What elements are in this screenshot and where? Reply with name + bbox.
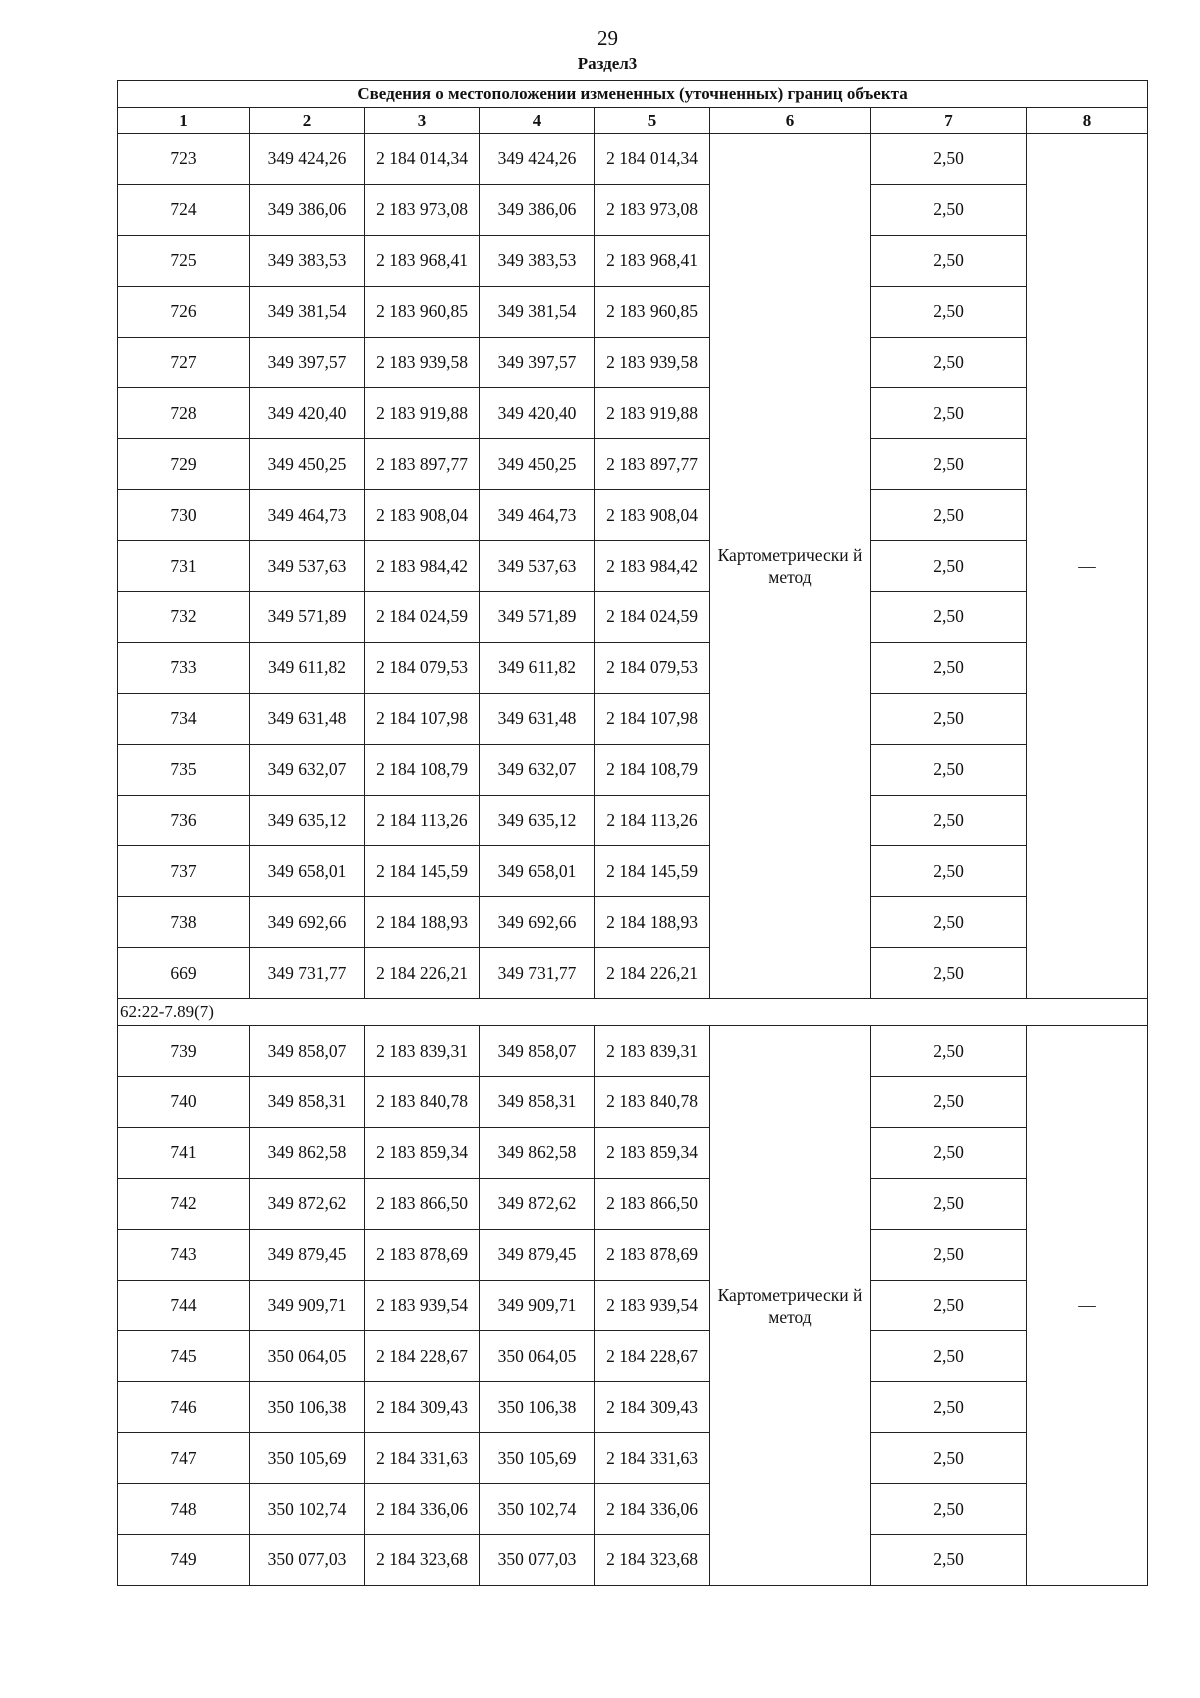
y-old-cell: 2 184 145,59 <box>365 846 480 897</box>
table-row <box>118 1127 1148 1178</box>
x-old-cell: 349 611,82 <box>250 642 365 693</box>
section-title: Раздел3 <box>577 54 638 73</box>
x-old-cell: 349 631,48 <box>250 693 365 744</box>
x-new-cell: 349 631,48 <box>480 693 595 744</box>
y-new-cell: 2 184 014,34 <box>595 134 710 185</box>
y-old-cell: 2 184 079,53 <box>365 642 480 693</box>
table-row <box>118 592 1148 643</box>
x-old-cell: 350 077,03 <box>250 1535 365 1586</box>
point-number-cell: 731 <box>118 541 250 592</box>
x-new-cell: 349 450,25 <box>480 439 595 490</box>
method-cell: Картометрически й метод <box>710 1026 871 1586</box>
y-old-cell: 2 183 866,50 <box>365 1178 480 1229</box>
y-old-cell: 2 183 908,04 <box>365 490 480 541</box>
y-new-cell: 2 184 323,68 <box>595 1535 710 1586</box>
y-old-cell: 2 183 878,69 <box>365 1229 480 1280</box>
y-new-cell: 2 184 226,21 <box>595 948 710 999</box>
y-new-cell: 2 183 973,08 <box>595 184 710 235</box>
table-row <box>118 1280 1148 1331</box>
table-row <box>118 1433 1148 1484</box>
y-old-cell: 2 183 839,31 <box>365 1026 480 1077</box>
table-row <box>118 235 1148 286</box>
y-new-cell: 2 183 939,54 <box>595 1280 710 1331</box>
x-new-cell: 349 635,12 <box>480 795 595 846</box>
x-new-cell: 349 858,07 <box>480 1026 595 1077</box>
table-row <box>118 388 1148 439</box>
x-old-cell: 349 381,54 <box>250 286 365 337</box>
x-new-cell: 349 571,89 <box>480 592 595 643</box>
point-number-cell: 730 <box>118 490 250 541</box>
point-number-cell: 738 <box>118 897 250 948</box>
column-number: 7 <box>871 108 1027 134</box>
table-row <box>118 490 1148 541</box>
x-new-cell: 349 872,62 <box>480 1178 595 1229</box>
x-new-cell: 349 424,26 <box>480 134 595 185</box>
y-old-cell: 2 183 960,85 <box>365 286 480 337</box>
y-new-cell: 2 183 919,88 <box>595 388 710 439</box>
x-old-cell: 350 102,74 <box>250 1484 365 1535</box>
x-new-cell: 349 862,58 <box>480 1127 595 1178</box>
group-label: 62:22-7.89(7) <box>118 999 1148 1026</box>
y-old-cell: 2 184 323,68 <box>365 1535 480 1586</box>
point-number-cell: 735 <box>118 744 250 795</box>
accuracy-cell: 2,50 <box>871 235 1027 286</box>
y-new-cell: 2 183 908,04 <box>595 490 710 541</box>
accuracy-cell: 2,50 <box>871 1026 1027 1077</box>
y-new-cell: 2 184 024,59 <box>595 592 710 643</box>
x-old-cell: 349 632,07 <box>250 744 365 795</box>
table-row <box>118 1229 1148 1280</box>
accuracy-cell: 2,50 <box>871 490 1027 541</box>
table-row <box>118 439 1148 490</box>
accuracy-cell: 2,50 <box>871 642 1027 693</box>
y-old-cell: 2 183 973,08 <box>365 184 480 235</box>
y-old-cell: 2 184 107,98 <box>365 693 480 744</box>
accuracy-cell: 2,50 <box>871 1127 1027 1178</box>
y-new-cell: 2 184 336,06 <box>595 1484 710 1535</box>
x-new-cell: 349 858,31 <box>480 1077 595 1128</box>
group-header-row <box>118 999 1148 1026</box>
x-new-cell: 349 632,07 <box>480 744 595 795</box>
y-new-cell: 2 184 309,43 <box>595 1382 710 1433</box>
x-new-cell: 350 102,74 <box>480 1484 595 1535</box>
y-old-cell: 2 184 024,59 <box>365 592 480 643</box>
table-row <box>118 541 1148 592</box>
table-row <box>118 744 1148 795</box>
accuracy-cell: 2,50 <box>871 1077 1027 1128</box>
point-number-cell: 729 <box>118 439 250 490</box>
x-new-cell: 349 420,40 <box>480 388 595 439</box>
page-number: 29 <box>597 26 618 50</box>
accuracy-cell: 2,50 <box>871 897 1027 948</box>
point-number-cell: 740 <box>118 1077 250 1128</box>
y-new-cell: 2 184 079,53 <box>595 642 710 693</box>
x-old-cell: 349 571,89 <box>250 592 365 643</box>
point-number-cell: 736 <box>118 795 250 846</box>
column-number-row <box>118 108 1148 134</box>
x-old-cell: 350 064,05 <box>250 1331 365 1382</box>
accuracy-cell: 2,50 <box>871 286 1027 337</box>
x-new-cell: 349 397,57 <box>480 337 595 388</box>
accuracy-cell: 2,50 <box>871 795 1027 846</box>
y-old-cell: 2 184 336,06 <box>365 1484 480 1535</box>
x-new-cell: 349 386,06 <box>480 184 595 235</box>
x-new-cell: 349 692,66 <box>480 897 595 948</box>
point-number-cell: 739 <box>118 1026 250 1077</box>
x-new-cell: 349 879,45 <box>480 1229 595 1280</box>
note-cell: — <box>1027 134 1148 999</box>
x-old-cell: 349 858,31 <box>250 1077 365 1128</box>
y-old-cell: 2 184 108,79 <box>365 744 480 795</box>
table-row <box>118 134 1148 185</box>
y-new-cell: 2 183 840,78 <box>595 1077 710 1128</box>
accuracy-cell: 2,50 <box>871 184 1027 235</box>
boundary-coordinates-table <box>117 80 1148 1586</box>
table-row <box>118 693 1148 744</box>
point-number-cell: 733 <box>118 642 250 693</box>
y-new-cell: 2 183 939,58 <box>595 337 710 388</box>
table-row <box>118 286 1148 337</box>
table-row <box>118 1077 1148 1128</box>
x-old-cell: 349 879,45 <box>250 1229 365 1280</box>
x-new-cell: 349 658,01 <box>480 846 595 897</box>
x-new-cell: 349 537,63 <box>480 541 595 592</box>
x-old-cell: 349 383,53 <box>250 235 365 286</box>
point-number-cell: 724 <box>118 184 250 235</box>
point-number-cell: 669 <box>118 948 250 999</box>
y-old-cell: 2 183 919,88 <box>365 388 480 439</box>
table-row <box>118 1331 1148 1382</box>
x-new-cell: 350 064,05 <box>480 1331 595 1382</box>
point-number-cell: 741 <box>118 1127 250 1178</box>
accuracy-cell: 2,50 <box>871 1229 1027 1280</box>
column-number: 8 <box>1027 108 1148 134</box>
x-old-cell: 349 909,71 <box>250 1280 365 1331</box>
y-old-cell: 2 183 840,78 <box>365 1077 480 1128</box>
x-new-cell: 349 611,82 <box>480 642 595 693</box>
y-old-cell: 2 183 897,77 <box>365 439 480 490</box>
accuracy-cell: 2,50 <box>871 1280 1027 1331</box>
table-row <box>118 1026 1148 1077</box>
y-old-cell: 2 184 113,26 <box>365 795 480 846</box>
table-row <box>118 1535 1148 1586</box>
column-number: 5 <box>595 108 710 134</box>
accuracy-cell: 2,50 <box>871 1382 1027 1433</box>
accuracy-cell: 2,50 <box>871 541 1027 592</box>
accuracy-cell: 2,50 <box>871 1433 1027 1484</box>
x-new-cell: 349 909,71 <box>480 1280 595 1331</box>
x-old-cell: 349 635,12 <box>250 795 365 846</box>
x-new-cell: 349 731,77 <box>480 948 595 999</box>
y-new-cell: 2 183 866,50 <box>595 1178 710 1229</box>
y-old-cell: 2 183 939,54 <box>365 1280 480 1331</box>
accuracy-cell: 2,50 <box>871 134 1027 185</box>
x-new-cell: 350 077,03 <box>480 1535 595 1586</box>
x-old-cell: 349 537,63 <box>250 541 365 592</box>
x-old-cell: 349 731,77 <box>250 948 365 999</box>
table-caption: Сведения о местоположении измененных (уточненных) границ объекта <box>118 81 1148 108</box>
point-number-cell: 737 <box>118 846 250 897</box>
accuracy-cell: 2,50 <box>871 693 1027 744</box>
column-number: 3 <box>365 108 480 134</box>
table-row <box>118 1484 1148 1535</box>
point-number-cell: 723 <box>118 134 250 185</box>
point-number-cell: 745 <box>118 1331 250 1382</box>
table-row <box>118 795 1148 846</box>
point-number-cell: 747 <box>118 1433 250 1484</box>
point-number-cell: 749 <box>118 1535 250 1586</box>
x-new-cell: 349 464,73 <box>480 490 595 541</box>
y-old-cell: 2 183 859,34 <box>365 1127 480 1178</box>
column-number: 1 <box>118 108 250 134</box>
method-cell: Картометрически й метод <box>710 134 871 999</box>
point-number-cell: 725 <box>118 235 250 286</box>
accuracy-cell: 2,50 <box>871 1535 1027 1586</box>
table-body <box>118 134 1148 1586</box>
x-old-cell: 349 397,57 <box>250 337 365 388</box>
x-old-cell: 349 424,26 <box>250 134 365 185</box>
y-new-cell: 2 184 107,98 <box>595 693 710 744</box>
x-old-cell: 349 658,01 <box>250 846 365 897</box>
y-new-cell: 2 184 108,79 <box>595 744 710 795</box>
column-number: 2 <box>250 108 365 134</box>
y-old-cell: 2 184 309,43 <box>365 1382 480 1433</box>
table-caption-row <box>118 81 1148 108</box>
y-new-cell: 2 183 897,77 <box>595 439 710 490</box>
point-number-cell: 726 <box>118 286 250 337</box>
y-new-cell: 2 184 188,93 <box>595 897 710 948</box>
y-old-cell: 2 184 014,34 <box>365 134 480 185</box>
point-number-cell: 743 <box>118 1229 250 1280</box>
y-new-cell: 2 183 859,34 <box>595 1127 710 1178</box>
point-number-cell: 728 <box>118 388 250 439</box>
point-number-cell: 727 <box>118 337 250 388</box>
x-new-cell: 350 106,38 <box>480 1382 595 1433</box>
x-old-cell: 349 420,40 <box>250 388 365 439</box>
x-old-cell: 349 386,06 <box>250 184 365 235</box>
y-new-cell: 2 184 228,67 <box>595 1331 710 1382</box>
y-old-cell: 2 184 188,93 <box>365 897 480 948</box>
y-old-cell: 2 184 228,67 <box>365 1331 480 1382</box>
accuracy-cell: 2,50 <box>871 439 1027 490</box>
point-number-cell: 732 <box>118 592 250 643</box>
x-old-cell: 349 450,25 <box>250 439 365 490</box>
table-row <box>118 1382 1148 1433</box>
x-new-cell: 349 381,54 <box>480 286 595 337</box>
column-number: 6 <box>710 108 871 134</box>
y-old-cell: 2 184 226,21 <box>365 948 480 999</box>
accuracy-cell: 2,50 <box>871 388 1027 439</box>
y-old-cell: 2 184 331,63 <box>365 1433 480 1484</box>
x-old-cell: 349 872,62 <box>250 1178 365 1229</box>
y-new-cell: 2 183 878,69 <box>595 1229 710 1280</box>
table-row <box>118 642 1148 693</box>
x-new-cell: 350 105,69 <box>480 1433 595 1484</box>
table-row <box>118 846 1148 897</box>
y-old-cell: 2 183 939,58 <box>365 337 480 388</box>
accuracy-cell: 2,50 <box>871 1484 1027 1535</box>
x-old-cell: 349 862,58 <box>250 1127 365 1178</box>
y-new-cell: 2 183 984,42 <box>595 541 710 592</box>
x-old-cell: 350 106,38 <box>250 1382 365 1433</box>
note-cell: — <box>1027 1026 1148 1586</box>
y-new-cell: 2 183 839,31 <box>595 1026 710 1077</box>
y-old-cell: 2 183 968,41 <box>365 235 480 286</box>
x-old-cell: 350 105,69 <box>250 1433 365 1484</box>
y-new-cell: 2 184 331,63 <box>595 1433 710 1484</box>
point-number-cell: 746 <box>118 1382 250 1433</box>
table-row <box>118 1178 1148 1229</box>
y-new-cell: 2 183 968,41 <box>595 235 710 286</box>
x-old-cell: 349 464,73 <box>250 490 365 541</box>
accuracy-cell: 2,50 <box>871 744 1027 795</box>
y-new-cell: 2 183 960,85 <box>595 286 710 337</box>
y-new-cell: 2 184 145,59 <box>595 846 710 897</box>
y-old-cell: 2 183 984,42 <box>365 541 480 592</box>
point-number-cell: 734 <box>118 693 250 744</box>
point-number-cell: 744 <box>118 1280 250 1331</box>
accuracy-cell: 2,50 <box>871 1178 1027 1229</box>
accuracy-cell: 2,50 <box>871 592 1027 643</box>
point-number-cell: 742 <box>118 1178 250 1229</box>
table-row <box>118 897 1148 948</box>
table-row <box>118 948 1148 999</box>
y-new-cell: 2 184 113,26 <box>595 795 710 846</box>
table-row <box>118 184 1148 235</box>
x-old-cell: 349 858,07 <box>250 1026 365 1077</box>
point-number-cell: 748 <box>118 1484 250 1535</box>
column-number: 4 <box>480 108 595 134</box>
x-new-cell: 349 383,53 <box>480 235 595 286</box>
table-row <box>118 337 1148 388</box>
accuracy-cell: 2,50 <box>871 948 1027 999</box>
accuracy-cell: 2,50 <box>871 1331 1027 1382</box>
x-old-cell: 349 692,66 <box>250 897 365 948</box>
accuracy-cell: 2,50 <box>871 337 1027 388</box>
accuracy-cell: 2,50 <box>871 846 1027 897</box>
